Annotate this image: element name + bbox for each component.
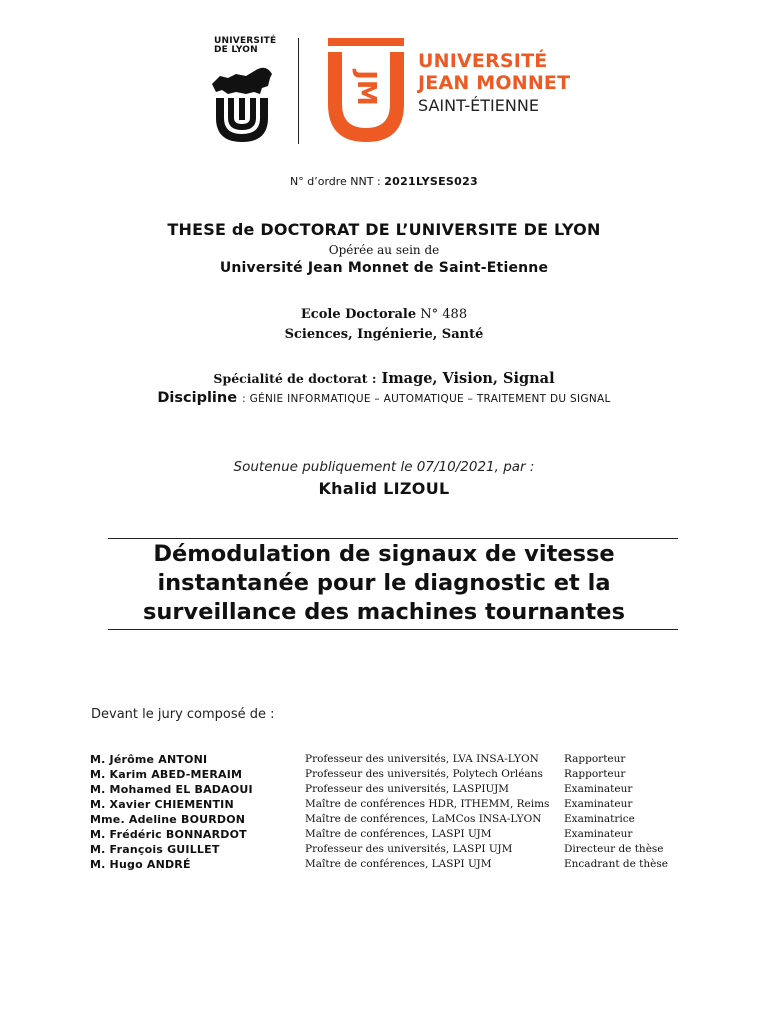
operee-line: Opérée au sein de [328,243,440,257]
discipline-value: : GÉNIE INFORMATIQUE – AUTOMATIQUE – TRAITEMENT DU SIGNAL [242,393,611,405]
jury-member-role: Examinatrice [564,813,635,825]
jury-member-title: Professeur des universités, LASPIUJM [305,783,510,795]
jury-member-role: Examinateur [564,828,633,840]
thesis-title-line3: surveillance des machines tournantes [143,599,625,625]
jury-row [0,753,768,768]
jury-member-role: Rapporteur [564,768,626,780]
jury-member-title: Maître de conférences, LASPI UJM [305,828,492,840]
jury-member-role: Rapporteur [564,753,626,765]
jury-row [0,813,768,828]
ujm-logo [328,38,588,148]
specialite-line [0,368,768,387]
jury-member-name: M. Xavier CHIEMENTIN [90,798,234,811]
host-university: Université Jean Monnet de Saint-Etienne [219,260,549,276]
jury-member-title: Maître de conférences HDR, ITHEMM, Reims [305,798,550,810]
thesis-title-line1: Démodulation de signaux de vitesse [153,541,615,567]
jury-member-role: Examinateur [564,798,633,810]
specialite-value: Image, Vision, Signal [381,370,555,387]
nnt-label: N° d’ordre NNT : [290,175,381,188]
universite-de-lyon-logo [206,36,278,148]
ecole-doctorale-label: Ecole Doctorale [300,307,417,322]
jury-row [0,843,768,858]
jury-row [0,858,768,873]
jury-member-name: M. François GUILLET [90,843,220,856]
nnt-line [0,175,768,188]
jury-member-title: Maître de conférences, LASPI UJM [305,858,492,870]
ecole-doctorale-number: N° 488 [420,307,468,322]
discipline-line [0,387,768,406]
jury-member-title: Professeur des universités, LASPI UJM [305,843,513,855]
jury-member-name: M. Jérôme ANTONI [90,753,208,766]
lyon-logo-line2: DE LYON [214,45,258,55]
jury-member-role: Encadrant de thèse [564,858,668,870]
jury-row [0,783,768,798]
discipline-label: Discipline [157,390,238,406]
ujm-logo-line1: UNIVERSITÉ [418,50,548,72]
thesis-heading: THESE de DOCTORAT DE L’UNIVERSITE DE LYON [167,220,601,239]
jury-row [0,768,768,783]
jury-member-name: M. Mohamed EL BADAOUI [90,783,253,796]
jury-member-name: M. Karim ABED-MERAIM [90,768,243,781]
jury-member-title: Maître de conférences, LaMCos INSA-LYON [305,813,542,825]
lion-emblem-icon [206,56,278,146]
jury-member-role: Directeur de thèse [564,843,664,855]
nnt-value: 2021LYSES023 [384,175,478,188]
title-top-rule [108,538,678,539]
thesis-title-line2: instantanée pour le diagnostic et la [157,570,611,596]
ecole-doctorale-line [0,307,768,322]
ujm-logo-line3: SAINT-ÉTIENNE [418,96,539,115]
jury-row [0,828,768,843]
thesis-title [0,540,768,627]
lyon-logo-line1: UNIVERSITÉ [214,36,277,46]
ecole-doctorale-name: Sciences, Ingénierie, Santé [284,327,484,342]
title-bottom-rule [108,629,678,630]
jury-member-name: M. Hugo ANDRÉ [90,858,191,871]
specialite-label: Spécialité de doctorat : [213,371,377,386]
jury-member-name: M. Frédéric BONNARDOT [90,828,247,841]
ujm-monogram-icon [328,38,406,142]
jury-intro: Devant le jury composé de : [91,707,275,722]
jury-member-title: Professeur des universités, Polytech Orléans [305,768,543,780]
jury-row [0,798,768,813]
jury-member-name: Mme. Adeline BOURDON [90,813,246,826]
jury-member-title: Professeur des universités, LVA INSA-LYON [305,753,539,765]
svg-text:JM: JM [351,70,381,106]
logo-divider [298,38,299,144]
author-name: Khalid LIZOUL [318,479,450,498]
jury-member-role: Examinateur [564,783,633,795]
defense-line: Soutenue publiquement le 07/10/2021, par : [233,459,535,475]
ujm-logo-line2: JEAN MONNET [418,72,571,94]
